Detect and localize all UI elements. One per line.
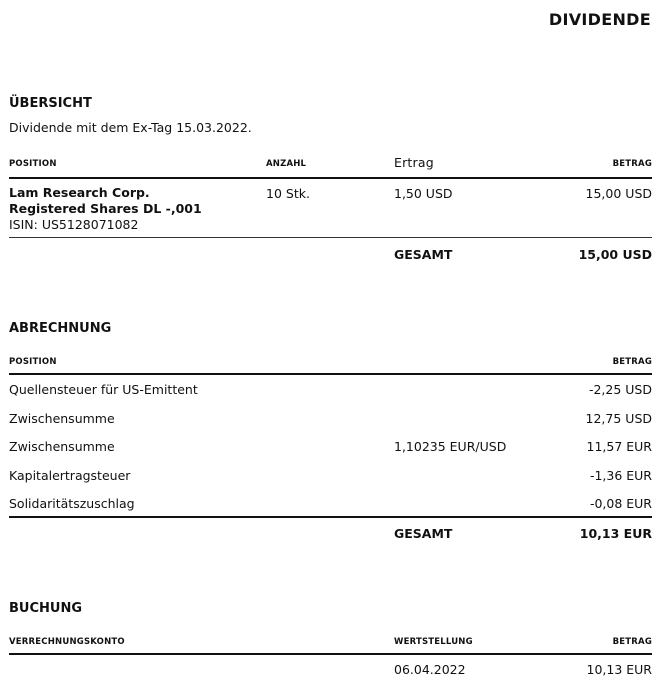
overview-header-betrag: BETRAG bbox=[612, 159, 652, 169]
overview-header-ertrag: Ertrag bbox=[394, 155, 434, 170]
settlement-row-value: 12,75 USD bbox=[585, 411, 652, 426]
booking-betrag-value: 10,13 EUR bbox=[586, 662, 652, 677]
booking-header-betrag: BETRAG bbox=[612, 637, 652, 647]
overview-row-divider bbox=[9, 237, 652, 238]
settlement-row-label: Solidaritätszuschlag bbox=[9, 496, 135, 511]
overview-total-label: GESAMT bbox=[394, 247, 453, 262]
settlement-header-betrag: BETRAG bbox=[612, 357, 652, 367]
document-title: DIVIDENDE bbox=[548, 10, 651, 29]
booking-header-divider bbox=[9, 653, 652, 655]
overview-subtitle: Dividende mit dem Ex-Tag 15.03.2022. bbox=[9, 120, 252, 135]
settlement-row-value: 11,57 EUR bbox=[586, 439, 652, 454]
booking-header-account: VERRECHNUNGSKONTO bbox=[9, 637, 125, 647]
overview-betrag-value: 15,00 USD bbox=[585, 186, 652, 201]
overview-header-position: POSITION bbox=[9, 159, 57, 169]
overview-ertrag-value: 1,50 USD bbox=[394, 186, 453, 201]
settlement-row-value: -1,36 EUR bbox=[589, 468, 652, 483]
overview-header-divider bbox=[9, 177, 652, 179]
settlement-header-position: POSITION bbox=[9, 357, 57, 367]
overview-total-value: 15,00 USD bbox=[578, 247, 652, 262]
overview-section-title: ÜBERSICHT bbox=[9, 96, 92, 111]
settlement-row-label: Zwischensumme bbox=[9, 411, 115, 426]
settlement-row-label: Quellensteuer für US-Emittent bbox=[9, 382, 198, 397]
overview-position-isin: ISIN: US5128071082 bbox=[9, 217, 139, 232]
settlement-section-title: ABRECHNUNG bbox=[9, 321, 112, 336]
overview-anzahl-value: 10 Stk. bbox=[266, 186, 310, 201]
settlement-total-divider bbox=[9, 516, 652, 518]
overview-position-name-line2: Registered Shares DL -,001 bbox=[9, 201, 202, 216]
booking-valuta-value: 06.04.2022 bbox=[394, 662, 466, 677]
settlement-row-value: -2,25 USD bbox=[588, 382, 652, 397]
settlement-total-label: GESAMT bbox=[394, 526, 453, 541]
settlement-row-exchange-rate: 1,10235 EUR/USD bbox=[394, 439, 507, 454]
settlement-row-value: -0,08 EUR bbox=[589, 496, 652, 511]
overview-header-anzahl: ANZAHL bbox=[266, 159, 307, 169]
overview-position-name-line1: Lam Research Corp. bbox=[9, 185, 150, 200]
settlement-total-value: 10,13 EUR bbox=[579, 526, 652, 541]
settlement-header-divider bbox=[9, 373, 652, 375]
booking-section-title: BUCHUNG bbox=[9, 601, 82, 616]
settlement-row-label: Zwischensumme bbox=[9, 439, 115, 454]
settlement-row-label: Kapitalertragsteuer bbox=[9, 468, 131, 483]
booking-header-valuta: WERTSTELLUNG bbox=[394, 637, 473, 647]
